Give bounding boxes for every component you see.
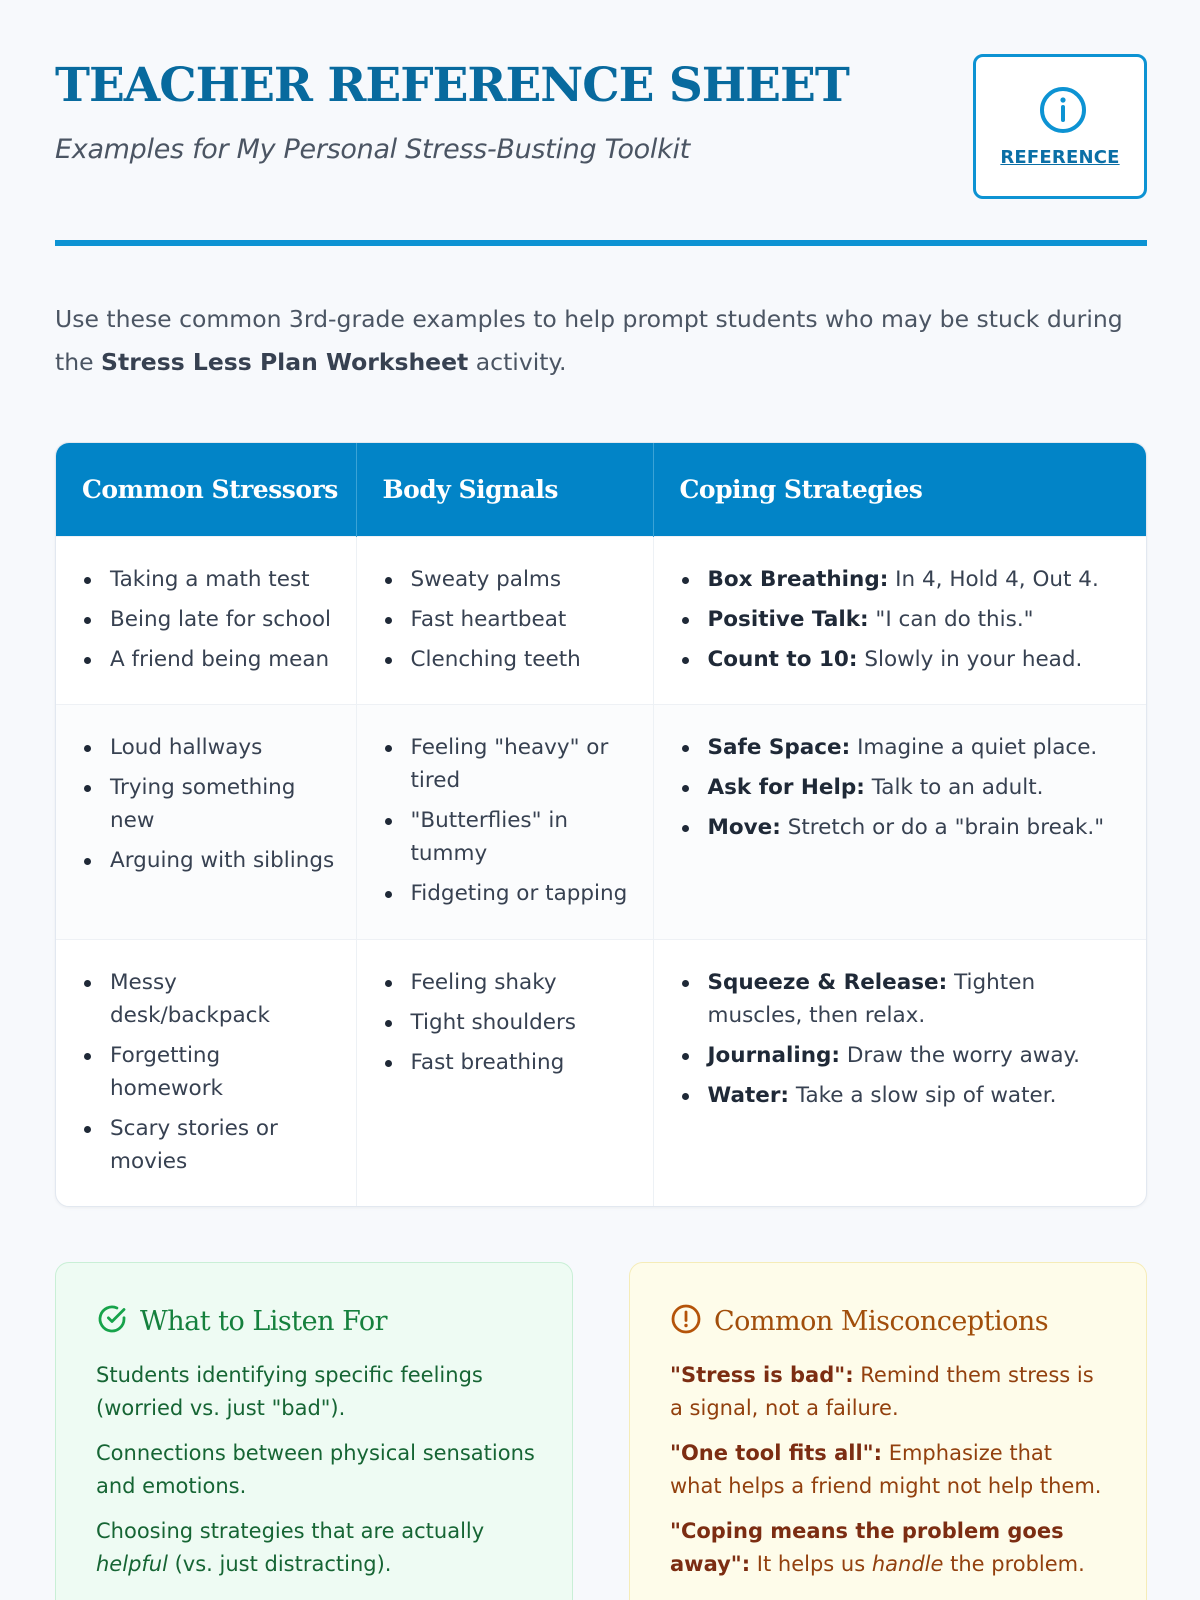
strategy-text: Stretch or do a "brain break." (780, 814, 1105, 840)
listen-point: Connections between physical sensations and emotions. (96, 1441, 535, 1498)
header (55, 52, 1147, 202)
list-item: A friend being mean (82, 643, 336, 676)
misconception-text: It helps us (750, 1552, 872, 1576)
intro-worksheet-name: Stress Less Plan Worksheet (101, 348, 469, 376)
stressors-cell (56, 939, 356, 1207)
strategy-label: Positive Talk: (707, 606, 869, 632)
misconception-emphasis: handle (871, 1552, 944, 1576)
header-divider (55, 240, 1147, 246)
reference-label[interactable]: REFERENCE (1000, 147, 1120, 168)
misconceptions-heading (670, 1303, 1048, 1342)
strategy-label: Move: (707, 814, 781, 840)
list-item (680, 771, 1127, 804)
list-item: Feeling "heavy" or tired (383, 731, 633, 797)
list-item: Fast heartbeat (383, 603, 633, 636)
common-misconceptions-card (629, 1262, 1147, 1600)
check-circle-icon (96, 1303, 128, 1342)
listen-point: Students identifying specific feelings (worried vs. just "bad"). (96, 1363, 483, 1420)
strategy-label: Ask for Help: (707, 774, 865, 800)
misconception-item (670, 1515, 1110, 1581)
table-row (56, 536, 1146, 704)
list-item: Tight shoulders (383, 1006, 633, 1039)
strategy-text: Tighten muscles, then relax. (707, 969, 1036, 1028)
strategy-text: Slowly in your head. (857, 646, 1083, 672)
list-item: Feeling shaky (383, 966, 633, 999)
signals-cell (356, 704, 653, 939)
strategy-text: "I can do this." (868, 606, 1034, 632)
strategies-cell (653, 939, 1146, 1207)
misconception-item (670, 1437, 1110, 1503)
list-item (680, 1039, 1127, 1072)
list-item: Forgetting homework (82, 1039, 336, 1105)
list-item: Sweaty palms (383, 563, 633, 596)
list-item: Fidgeting or tapping (383, 877, 633, 910)
strategy-text: In 4, Hold 4, Out 4. (888, 566, 1099, 592)
list-item (680, 966, 1127, 1032)
strategy-label: Count to 10: (707, 646, 858, 672)
list-item (680, 1079, 1127, 1112)
list-item: "Butterflies" in tummy (383, 804, 633, 870)
listen-text: (vs. just distracting). (167, 1552, 392, 1576)
table-row (56, 704, 1146, 939)
listen-point (96, 1515, 536, 1581)
list-item: Scary stories or movies (82, 1112, 336, 1178)
strategy-label: Squeeze & Release: (707, 969, 948, 995)
list-item: Messy desk/backpack (82, 966, 336, 1032)
list-item: Taking a math test (82, 563, 336, 596)
list-item: Trying something new (82, 771, 336, 837)
info-icon (1038, 85, 1088, 135)
listen-emphasis: helpful (96, 1552, 168, 1576)
list-item (680, 643, 1127, 676)
list-item (680, 603, 1127, 636)
strategy-label: Safe Space: (707, 734, 851, 760)
list-item: Fast breathing (383, 1046, 633, 1079)
page-subtitle: Examples for My Personal Stress-Busting Toolkit (55, 134, 690, 165)
page-title: TEACHER REFERENCE SHEET (55, 58, 849, 113)
misconception-item (670, 1359, 1110, 1425)
listen-heading (96, 1303, 387, 1342)
stressors-cell (56, 536, 356, 704)
examples-table (55, 442, 1147, 1207)
strategy-label: Water: (707, 1082, 790, 1108)
list-item: Clenching teeth (383, 643, 633, 676)
strategies-cell (653, 536, 1146, 704)
strategy-text: Talk to an adult. (864, 774, 1044, 800)
strategy-text: Take a slow sip of water. (789, 1082, 1057, 1108)
strategies-cell (653, 704, 1146, 939)
signals-cell (356, 939, 653, 1207)
listen-title: What to Listen For (140, 1306, 387, 1337)
table-row (56, 939, 1146, 1207)
reference-badge[interactable] (973, 54, 1147, 199)
strategy-label: Journaling: (707, 1042, 841, 1068)
strategy-text: Imagine a quiet place. (850, 734, 1098, 760)
list-item: Loud hallways (82, 731, 336, 764)
what-to-listen-for-card (55, 1262, 573, 1600)
signals-cell (356, 536, 653, 704)
list-item (680, 731, 1127, 764)
list-item: Being late for school (82, 603, 336, 636)
misconception-text: Remind them stress is a signal, not a failure. (670, 1363, 1094, 1420)
intro-after: activity. (468, 348, 567, 376)
list-item (680, 811, 1127, 844)
header-coping-strategies: Coping Strategies (653, 443, 1146, 536)
list-item (680, 563, 1127, 596)
strategy-label: Box Breathing: (707, 566, 889, 592)
misconceptions-title: Common Misconceptions (714, 1306, 1049, 1337)
header-body-signals: Body Signals (356, 443, 653, 536)
misconception-label: "Coping means the problem goes away": (670, 1519, 1064, 1576)
stressors-cell (56, 704, 356, 939)
intro-before: Use these common 3rd-grade examples to help prompt students who may be stuck during the (55, 305, 1123, 376)
intro-text (55, 298, 1147, 384)
misconception-text: the problem. (943, 1552, 1085, 1576)
list-item: Arguing with siblings (82, 844, 336, 877)
header-common-stressors: Common Stressors (56, 443, 356, 536)
misconception-text: Emphasize that what helps a friend might not help them. (670, 1441, 1102, 1498)
alert-circle-icon (670, 1303, 702, 1342)
listen-text: Choosing strategies that are actually (96, 1519, 485, 1543)
misconception-label: "Stress is bad": (670, 1363, 854, 1387)
misconception-label: "One tool fits all": (670, 1441, 883, 1465)
strategy-text: Draw the worry away. (840, 1042, 1080, 1068)
